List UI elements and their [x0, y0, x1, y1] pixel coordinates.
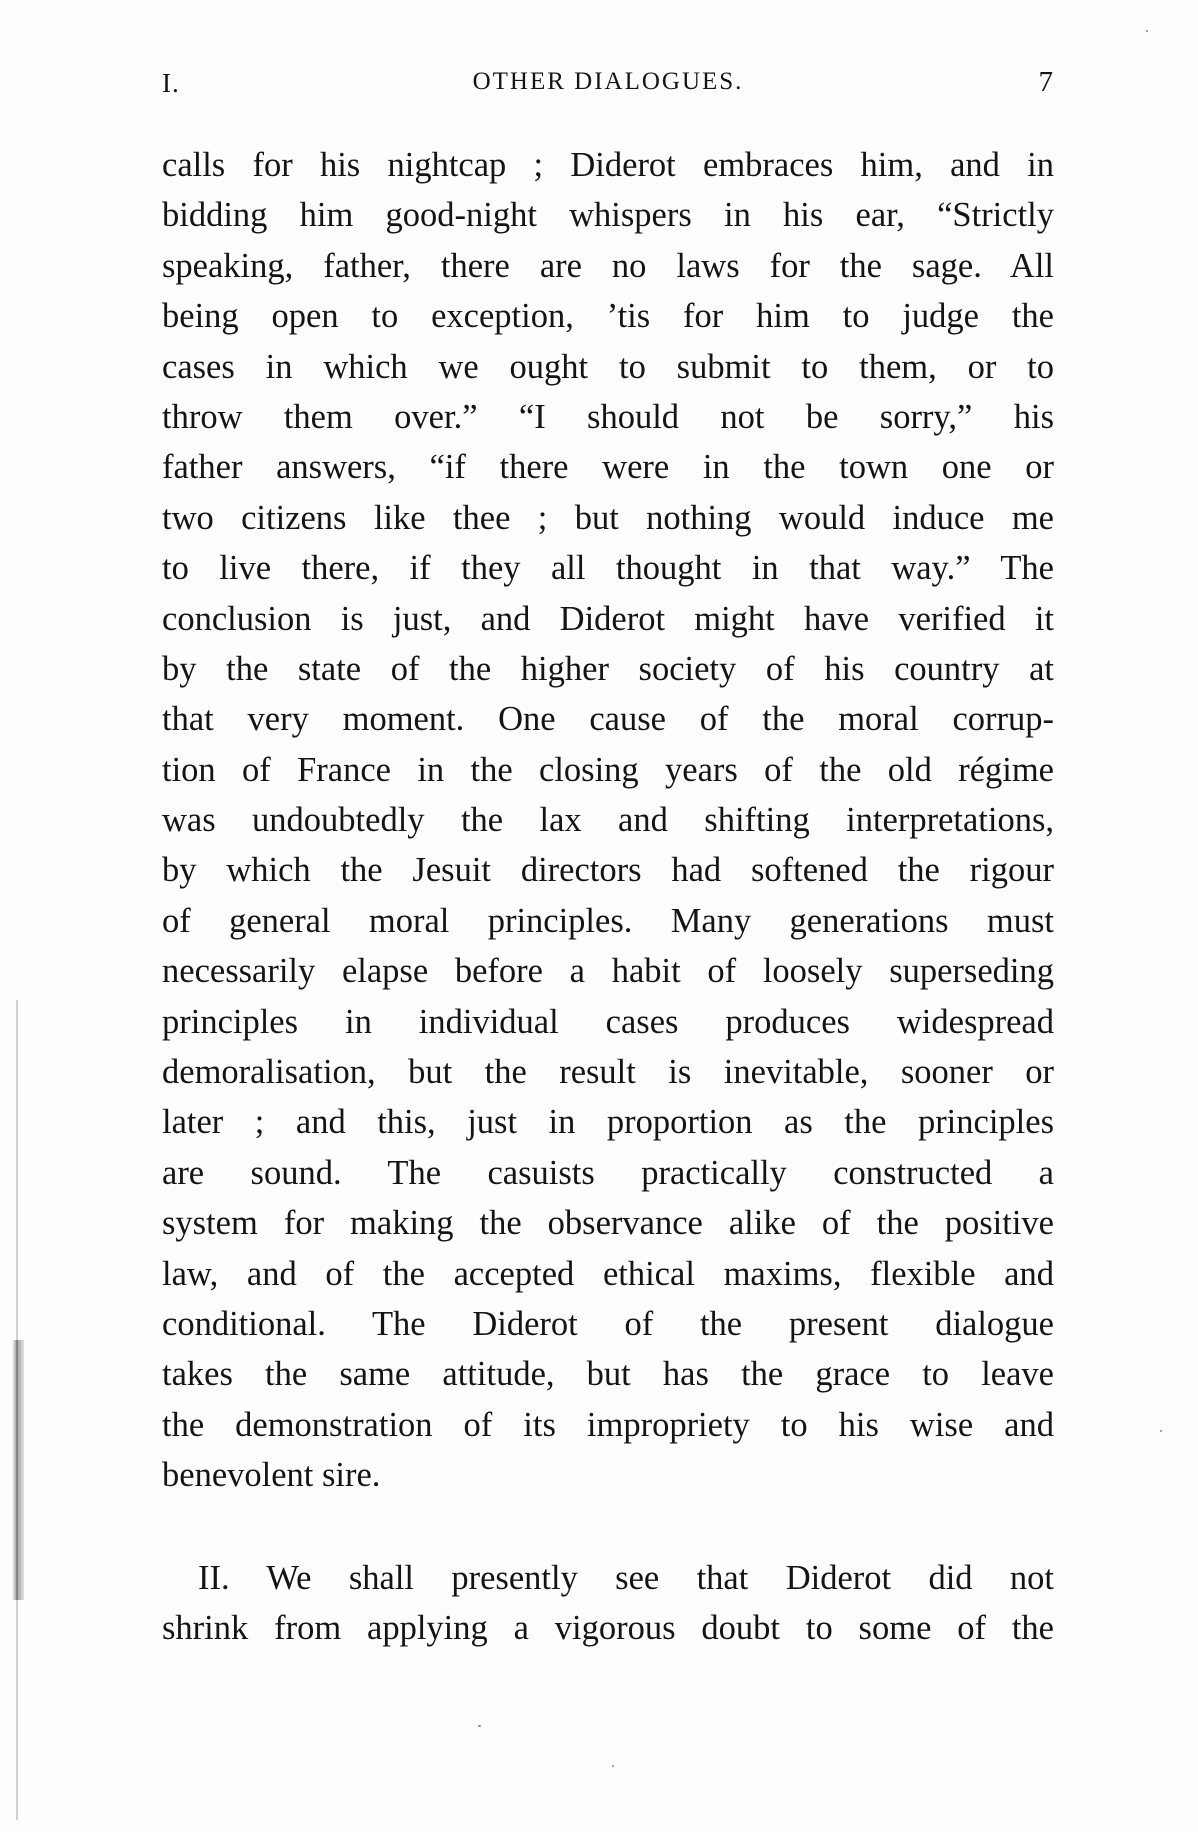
page-number: 7: [1038, 66, 1054, 98]
text-line: father answers, “if there were in the town one or: [162, 448, 1054, 487]
text-line: throw them over.” “I should not be sorry,” his: [162, 397, 1054, 436]
text-line: are sound. The casuists practically constructed a: [162, 1153, 1054, 1192]
text-line: that very moment. One cause of the moral corrup-: [162, 700, 1054, 739]
text-line: takes the same attitude, but has the grace to leave: [162, 1355, 1054, 1394]
text-line: law, and of the accepted ethical maxims, flexible and: [162, 1254, 1054, 1293]
text-line: by which the Jesuit directors had softened the rigour: [162, 851, 1054, 890]
paper-speck: [1160, 1430, 1162, 1432]
paper-speck: [1146, 30, 1148, 32]
text-line: to live there, if they all thought in that way.” The: [162, 549, 1054, 588]
text-line: system for making the observance alike of the positive: [162, 1204, 1054, 1243]
section-number: I.: [162, 68, 180, 98]
text-line: principles in individual cases produces widespread: [162, 1002, 1054, 1041]
text-line: shrink from applying a vigorous doubt to some of the: [162, 1608, 1054, 1647]
text-line: by the state of the higher society of his country at: [162, 649, 1054, 688]
paragraph-1: [162, 140, 1054, 1501]
body-text: [162, 140, 1054, 1653]
text-line: being open to exception, ’tis for him to judge the: [162, 297, 1054, 336]
paper-speck: [612, 1765, 614, 1767]
text-line: conditional. The Diderot of the present dialogue: [162, 1304, 1054, 1343]
text-line: the demonstration of its impropriety to his wise and: [162, 1405, 1054, 1444]
text-line: bidding him good-night whispers in his ear, “Strictly: [162, 196, 1054, 235]
running-title: OTHER DIALOGUES.: [472, 68, 744, 95]
binding-shadow: [12, 1340, 24, 1600]
paper-speck: [478, 1725, 481, 1727]
text-line: conclusion is just, and Diderot might have verified it: [162, 599, 1054, 638]
paragraph-gap: [162, 1501, 1054, 1553]
paragraph-2: [162, 1553, 1054, 1654]
text-line: II. We shall presently see that Diderot did not: [198, 1558, 1054, 1597]
text-line: of general moral principles. Many generations must: [162, 901, 1054, 940]
text-line: two citizens like thee ; but nothing would induce me: [162, 498, 1054, 537]
text-line: benevolent sire.: [162, 1456, 381, 1495]
text-line: calls for his nightcap ; Diderot embraces him, and in: [162, 146, 1054, 184]
text-line: necessarily elapse before a habit of loosely superseding: [162, 952, 1054, 991]
text-line: cases in which we ought to submit to them, or to: [162, 347, 1054, 386]
text-line: demoralisation, but the result is inevitable, sooner or: [162, 1053, 1054, 1092]
text-line: tion of France in the closing years of the old régime: [162, 750, 1054, 789]
text-line: was undoubtedly the lax and shifting interpretations,: [162, 801, 1054, 840]
running-head: [162, 68, 1054, 108]
text-line: later ; and this, just in proportion as the principles: [162, 1103, 1054, 1142]
text-line: speaking, father, there are no laws for the sage. All: [162, 246, 1054, 285]
